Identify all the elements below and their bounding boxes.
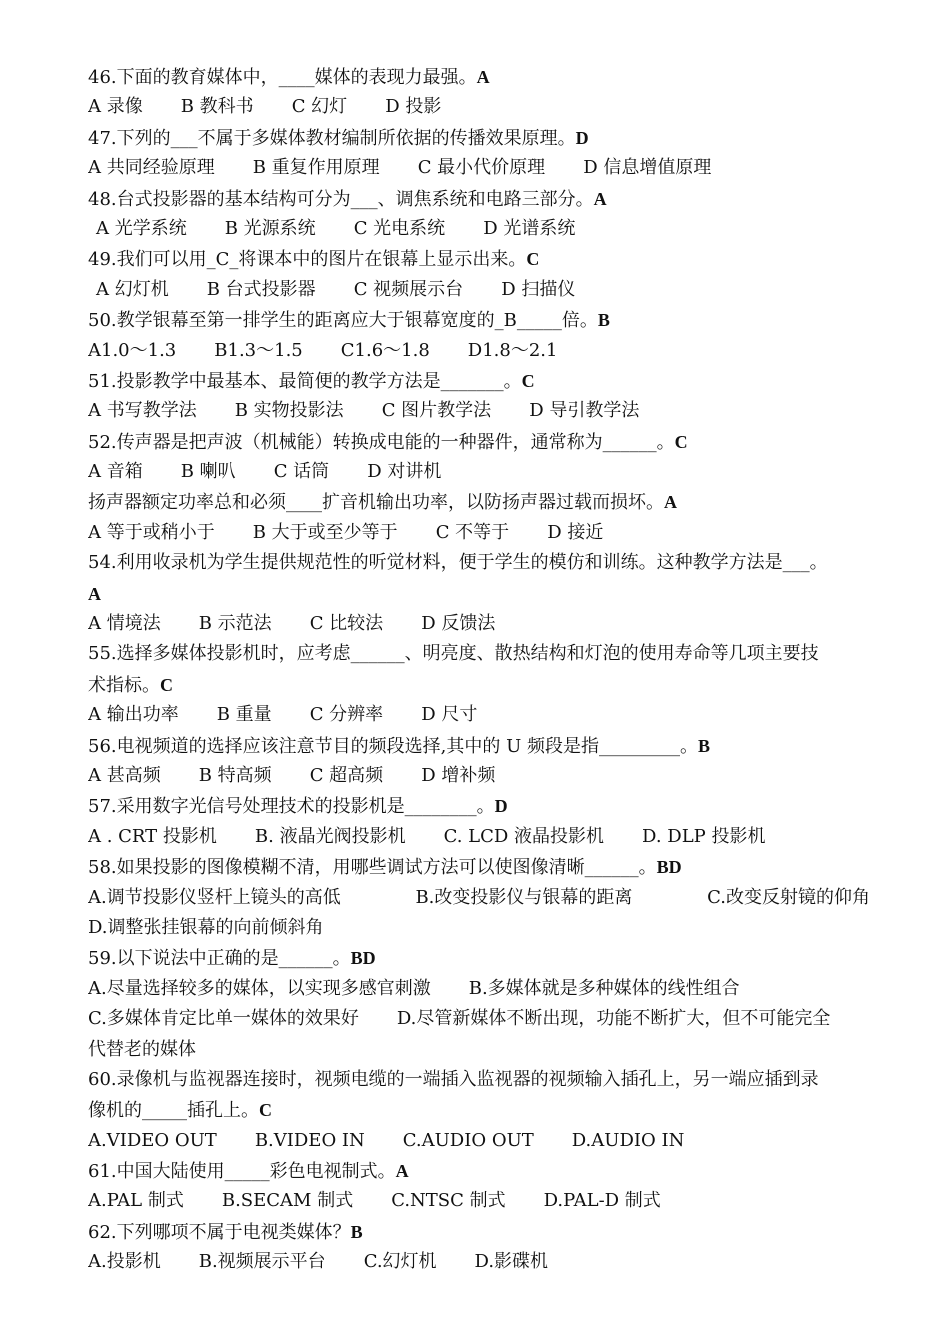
answer-option: B.多媒体就是多种媒体的线性组合: [468, 977, 740, 999]
answer-key: BD: [656, 857, 682, 878]
answer-option: C 幻灯: [291, 96, 348, 118]
answer-option: D 光谱系统: [483, 217, 576, 239]
option-row: [88, 336, 870, 366]
answer-option: C 视频展示台: [353, 278, 464, 300]
question-text: [88, 670, 870, 700]
answer-option: D 导引教学法: [529, 400, 640, 422]
question-stem: 55.选择多媒体投影机时，应考虑______、明亮度、散热结构和灯泡的使用寿命等几项主要技: [88, 643, 819, 665]
answer-option: C.多媒体肯定比单一媒体的效果好: [88, 1008, 359, 1030]
answer-key: C: [526, 249, 540, 270]
question-text: [88, 731, 870, 761]
answer-option: C 不等于: [435, 521, 510, 543]
option-row: [88, 1247, 870, 1277]
answer-option: A 等于或稍小于: [88, 521, 215, 543]
option-row: [88, 457, 870, 487]
answer-option: C 图片教学法: [381, 400, 492, 422]
question-stem: 像机的_____插孔上。: [88, 1100, 259, 1122]
answer-option: D 扫描仪: [501, 278, 576, 300]
answer-key: A: [88, 583, 101, 604]
question-text: [88, 62, 870, 92]
option-row: [88, 1126, 870, 1156]
answer-option: B 特高频: [198, 764, 272, 786]
question-stem: 代替老的媒体: [88, 1038, 196, 1060]
question-text: [88, 1217, 870, 1247]
answer-option: B.改变投影仪与银幕的距离: [415, 886, 633, 908]
answer-option: A.尽量选择较多的媒体，以实现多感官刺激: [88, 977, 431, 999]
answer-option: D.影碟机: [474, 1251, 549, 1273]
answer-key: A: [664, 492, 677, 513]
answer-option: D. DLP 投影机: [642, 825, 766, 847]
question-list: [88, 62, 870, 1278]
answer-option: B 重复作用原理: [252, 157, 380, 179]
answer-key: B: [350, 1221, 363, 1242]
question-text: [88, 913, 870, 943]
option-row: [88, 700, 870, 730]
option-row: [88, 1186, 870, 1216]
question-text: [88, 639, 870, 669]
question-text: [88, 943, 870, 973]
question-stem: 术指标。: [88, 674, 160, 696]
answer-key: D: [494, 796, 508, 817]
answer-option: D 信息增值原理: [583, 157, 712, 179]
answer-option: B 示范法: [198, 613, 272, 635]
answer-option: A1.0～1.3: [88, 339, 177, 361]
answer-option: A 情境法: [88, 613, 161, 635]
question-text: [88, 1156, 870, 1186]
option-row: [88, 822, 870, 852]
answer-option: A 共同经验原理: [88, 157, 215, 179]
answer-option: B.视频展示平台: [198, 1251, 326, 1273]
answer-option: B 教科书: [180, 96, 254, 118]
answer-option: A 录像: [88, 96, 143, 118]
answer-option: A 输出功率: [88, 704, 179, 726]
question-stem: D.调整张挂银幕的向前倾斜角: [88, 916, 324, 938]
question-stem: 54.利用收录机为学生提供规范性的听觉材料，便于学生的模仿和训练。这种教学方法是___。: [88, 552, 828, 574]
answer-option: B 喇叭: [180, 461, 236, 483]
answer-key: B: [597, 310, 610, 331]
answer-option: A.VIDEO OUT: [88, 1129, 217, 1151]
option-row: [88, 761, 870, 791]
question-text: [88, 305, 870, 335]
answer-option: D 投影: [385, 96, 442, 118]
question-stem: 59.以下说法中正确的是______。: [88, 948, 351, 970]
answer-key: A: [593, 188, 607, 209]
answer-option: B 实物投影法: [234, 400, 344, 422]
question-stem: 58.如果投影的图像模糊不清，用哪些调试方法可以使图像清晰______。: [88, 857, 657, 879]
answer-key: D: [575, 127, 589, 148]
question-text: [88, 791, 870, 821]
answer-option: B 重量: [216, 704, 272, 726]
answer-key: A: [395, 1161, 409, 1182]
answer-option: D 接近: [547, 521, 604, 543]
question-stem: 46.下面的教育媒体中，____媒体的表现力最强。: [88, 67, 477, 88]
answer-option: C 话筒: [273, 461, 330, 483]
question-stem: 61.中国大陆使用_____彩色电视制式。: [88, 1161, 396, 1183]
answer-option: A . CRT 投影机: [88, 825, 217, 847]
answer-option: D 增补频: [421, 764, 496, 786]
question-text: [88, 244, 870, 274]
answer-option: B 台式投影器: [206, 278, 316, 300]
option-row: [88, 153, 870, 183]
question-stem: 扬声器额定功率总和必须____扩音机输出功率，以防扬声器过载而损坏。: [88, 492, 664, 514]
answer-key: C: [259, 1100, 272, 1121]
question-text: [88, 1035, 870, 1065]
question-stem: 49.我们可以用_C_将课本中的图片在银幕上显示出来。: [88, 249, 527, 271]
answer-option: A 光学系统: [96, 217, 187, 239]
question-text: [88, 184, 870, 214]
answer-option: D 反馈法: [421, 613, 496, 635]
answer-option: A 幻灯机: [96, 278, 169, 300]
answer-key: B: [697, 735, 710, 756]
answer-option: C1.6～1.8: [340, 339, 430, 361]
answer-option: C 比较法: [309, 613, 384, 635]
question-stem: 56.电视频道的选择应该注意节目的频段选择,其中的 U 频段是指_________。: [88, 735, 698, 757]
answer-key: C: [521, 370, 535, 391]
answer-option: B.SECAM 制式: [221, 1190, 354, 1212]
option-row: [88, 609, 870, 639]
answer-option: C. LCD 液晶投影机: [443, 825, 605, 847]
answer-option: A.投影机: [88, 1251, 161, 1273]
question-stem: 51.投影教学中最基本、最简便的教学方法是_______。: [88, 370, 522, 392]
answer-option: B. 液晶光阀投影机: [254, 825, 406, 847]
answer-option: C.NTSC 制式: [391, 1190, 506, 1212]
answer-option: C.幻灯机: [363, 1251, 437, 1273]
answer-option: C 分辨率: [309, 704, 384, 726]
answer-option: C 超高频: [309, 764, 384, 786]
answer-option: C.改变反射镜的仰角: [707, 886, 870, 908]
question-stem: 48.台式投影器的基本结构可分为___、调焦系统和电路三部分。: [88, 188, 594, 210]
question-stem: 47.下列的___不属于多媒体教材编制所依据的传播效果原理。: [88, 127, 576, 149]
question-text: [88, 366, 870, 396]
answer-option: C.AUDIO OUT: [402, 1129, 534, 1151]
answer-option: D 对讲机: [367, 461, 442, 483]
question-stem: 57.采用数字光信号处理技术的投影机是________。: [88, 796, 495, 818]
answer-option: B 光源系统: [224, 217, 316, 239]
question-stem: 52.传声器是把声波（机械能）转换成电能的一种器件，通常称为______。: [88, 431, 675, 453]
answer-key: BD: [350, 948, 376, 969]
answer-option: B 大于或至少等于: [252, 521, 398, 543]
option-row: [88, 1004, 870, 1034]
answer-option: C 最小代价原理: [417, 157, 546, 179]
answer-option: D1.8～2.1: [467, 339, 558, 361]
question-text: [88, 1095, 870, 1125]
answer-option: A 甚高频: [88, 764, 161, 786]
option-row: [88, 518, 870, 548]
question-stem: 62.下列哪项不属于电视类媒体？: [88, 1221, 351, 1243]
question-stem: 60.录像机与监视器连接时，视频电缆的一端插入监视器的视频输入插孔上，另一端应插到录: [88, 1068, 819, 1090]
answer-option: B.VIDEO IN: [254, 1129, 365, 1151]
answer-option: D.PAL-D 制式: [543, 1190, 661, 1212]
option-row: [88, 275, 870, 305]
question-text: [88, 427, 870, 457]
answer-option: B1.3～1.5: [214, 339, 303, 361]
answer-key: C: [160, 674, 173, 695]
option-row: [88, 883, 870, 913]
question-text: [88, 1065, 870, 1095]
answer-option: D.AUDIO IN: [571, 1129, 685, 1151]
answer-key: C: [674, 431, 688, 452]
question-text: [88, 579, 870, 609]
answer-option: C 光电系统: [353, 217, 446, 239]
option-row: [88, 974, 870, 1004]
answer-option: A.调节投影仪竖杆上镜头的高低: [88, 886, 341, 908]
answer-option: D 尺寸: [421, 704, 478, 726]
question-text: [88, 852, 870, 882]
answer-option: D.尽管新媒体不断出现，功能不断扩大，但不可能完全: [396, 1008, 831, 1030]
option-row: [88, 396, 870, 426]
question-text: [88, 548, 870, 578]
question-stem: 50.教学银幕至第一排学生的距离应大于银幕宽度的_B_____倍。: [88, 310, 598, 332]
answer-option: A 音箱: [88, 461, 143, 483]
question-text: [88, 123, 870, 153]
answer-option: A 书写教学法: [88, 400, 197, 422]
option-row: [88, 92, 870, 122]
answer-key: A: [476, 67, 490, 87]
answer-option: A.PAL 制式: [88, 1190, 184, 1212]
question-text: [88, 487, 870, 517]
option-row: [88, 214, 870, 244]
